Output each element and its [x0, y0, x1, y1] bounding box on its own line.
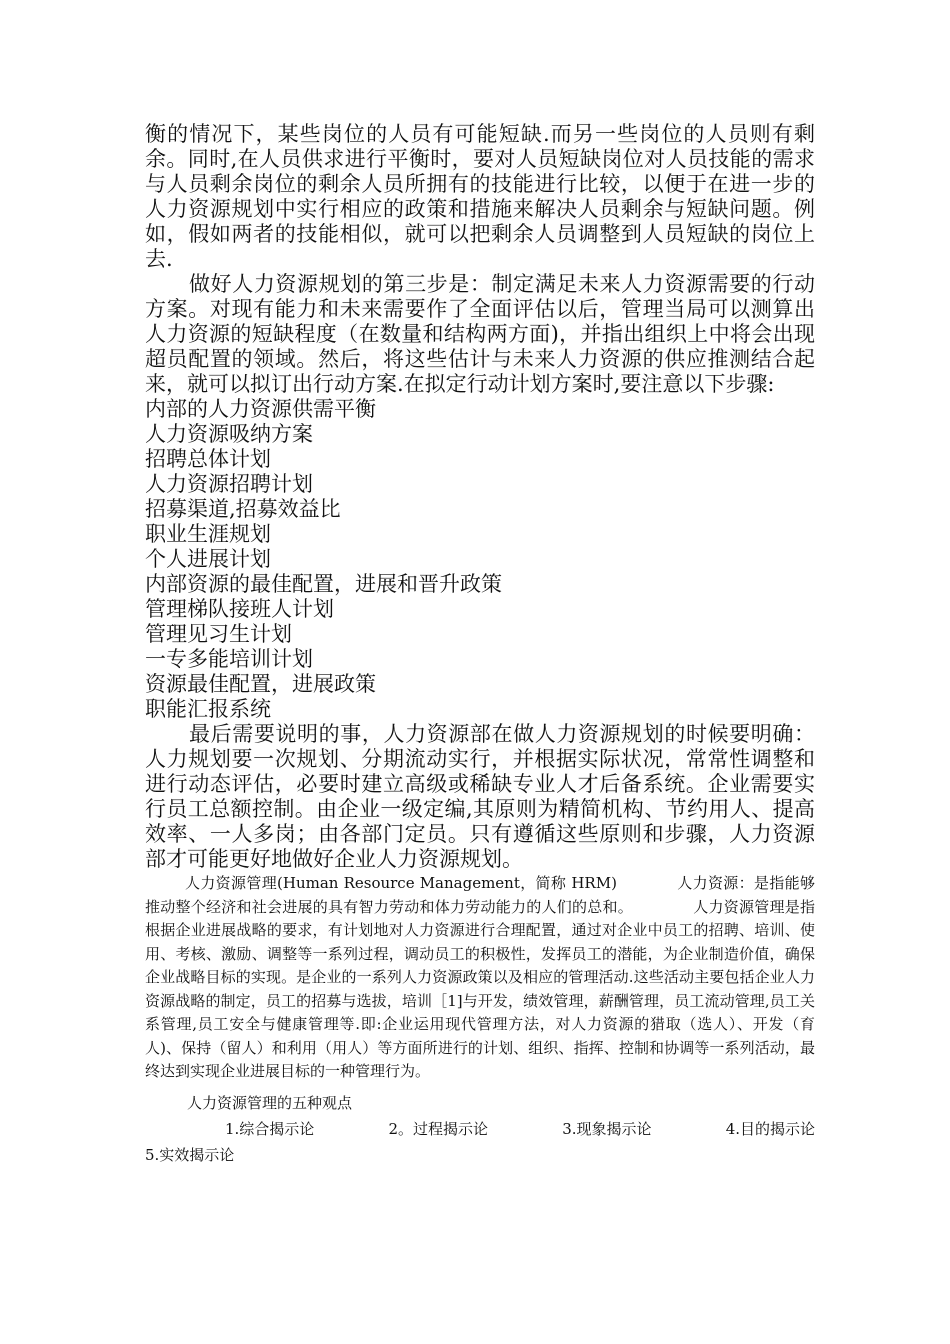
- paragraph-conclusion: 最后需要说明的事，人力资源部在做人力资源规划的时候要明确：人力规划要一次规划、分期流动实行，并根据实际状况，常常性调整和进行动态评估，必要时建立高级或稀缺专业人才后备系统。企业需要实行员工总额控制。由企业一级定编,其原则为精简机构、节约用人、提高效率、一人多岗；由各部门定员。只有遵循这些原则和步骤，人力资源部才可能更好地做好企业人力资源规划。: [145, 722, 815, 871]
- paragraph-supply-balance: 衡的情况下，某些岗位的人员有可能短缺.而另一些岗位的人员则有剩余。同时,在人员供求进行平衡时，要对人员短缺岗位对人员技能的需求与人员剩余岗位的剩余人员所拥有的技能进行比较，以便于在进一步的人力资源规划中实行相应的政策和措施来解决人员剩余与短缺问题。例如，假如两者的技能相似，就可以把剩余人员调整到人员短缺的岗位上去.: [145, 122, 815, 271]
- paragraph-hrm-definition: [145, 872, 815, 1084]
- steps-list: [145, 397, 815, 722]
- hrm-term: 人力资源管理(Human Resource Management，简称 HRM): [185, 874, 617, 892]
- list-item: 职能汇报系统: [145, 697, 271, 721]
- list-item: 资源最佳配置，进展政策: [145, 672, 376, 696]
- view-item: 1.综合揭示论: [225, 1119, 315, 1138]
- list-item: 内部资源的最佳配置，进展和晋升政策: [145, 572, 502, 596]
- paragraph-third-step: 做好人力资源规划的第三步是：制定满足未来人力资源需要的行动方案。对现有能力和未来需要作了全面评估以后，管理当局可以测算出人力资源的短缺程度（在数量和结构两方面)，并指出组织上中将会出现超员配置的领域。然后，将这些估计与未来人力资源的供应推测结合起来，就可以拟订出行动方案.在拟定行动计划方案时,要注意以下步骤:: [145, 272, 815, 396]
- list-item: 职业生涯规划: [145, 522, 271, 546]
- view-item: 4.目的揭示论: [725, 1119, 815, 1138]
- list-item: 人力资源招聘计划: [145, 472, 313, 496]
- hrm-body: 人力资源管理是指根据企业进展战略的要求，有计划地对人力资源进行合理配置，通过对企业中员工的招聘、培训、使用、考核、激励、调整等一系列过程，调动员工的积极性，发挥员工的潜能，为企业制造价值，确保企业战略目标的实现。是企业的一系列人力资源政策以及相应的管理活动.这些活动主要包括企业人力资源战略的制定，员工的招募与选拔，培训［1]与开发，绩效管理，薪酬管理，员工流动管理,员工关系管理,员工安全与健康管理等.即:企业运用现代管理方法，对人力资源的猎取（选人）、开发（育人)、保持（留人）和利用（用人）等方面所进行的计划、组织、指挥、控制和协调等一系列活动，最终达到实现企业进展目标的一种管理行为。: [145, 897, 815, 1080]
- list-item: 管理梯队接班人计划: [145, 597, 334, 621]
- view-item: 3.现象揭示论: [562, 1119, 652, 1138]
- views-list: [145, 1116, 815, 1142]
- list-item: 个人进展计划: [145, 547, 271, 571]
- list-item: 招聘总体计划: [145, 447, 271, 471]
- hr-definition: 人力资源：是指能够推动整个经济和社会进展的具有智力劳动和体力劳动能力的人们的总和。: [145, 874, 815, 916]
- views-heading: 人力资源管理的五种观点: [187, 1093, 353, 1112]
- view-item: 5.实效揭示论: [145, 1145, 235, 1164]
- list-item: 招募渠道,招募效益比: [145, 497, 341, 521]
- view-item: 2。过程揭示论: [388, 1119, 489, 1138]
- list-item: 人力资源吸纳方案: [145, 422, 313, 446]
- document-body: [145, 122, 815, 1168]
- list-item: 管理见习生计划: [145, 622, 292, 646]
- list-item: 一专多能培训计划: [145, 647, 313, 671]
- list-item: 内部的人力资源供需平衡: [145, 397, 376, 421]
